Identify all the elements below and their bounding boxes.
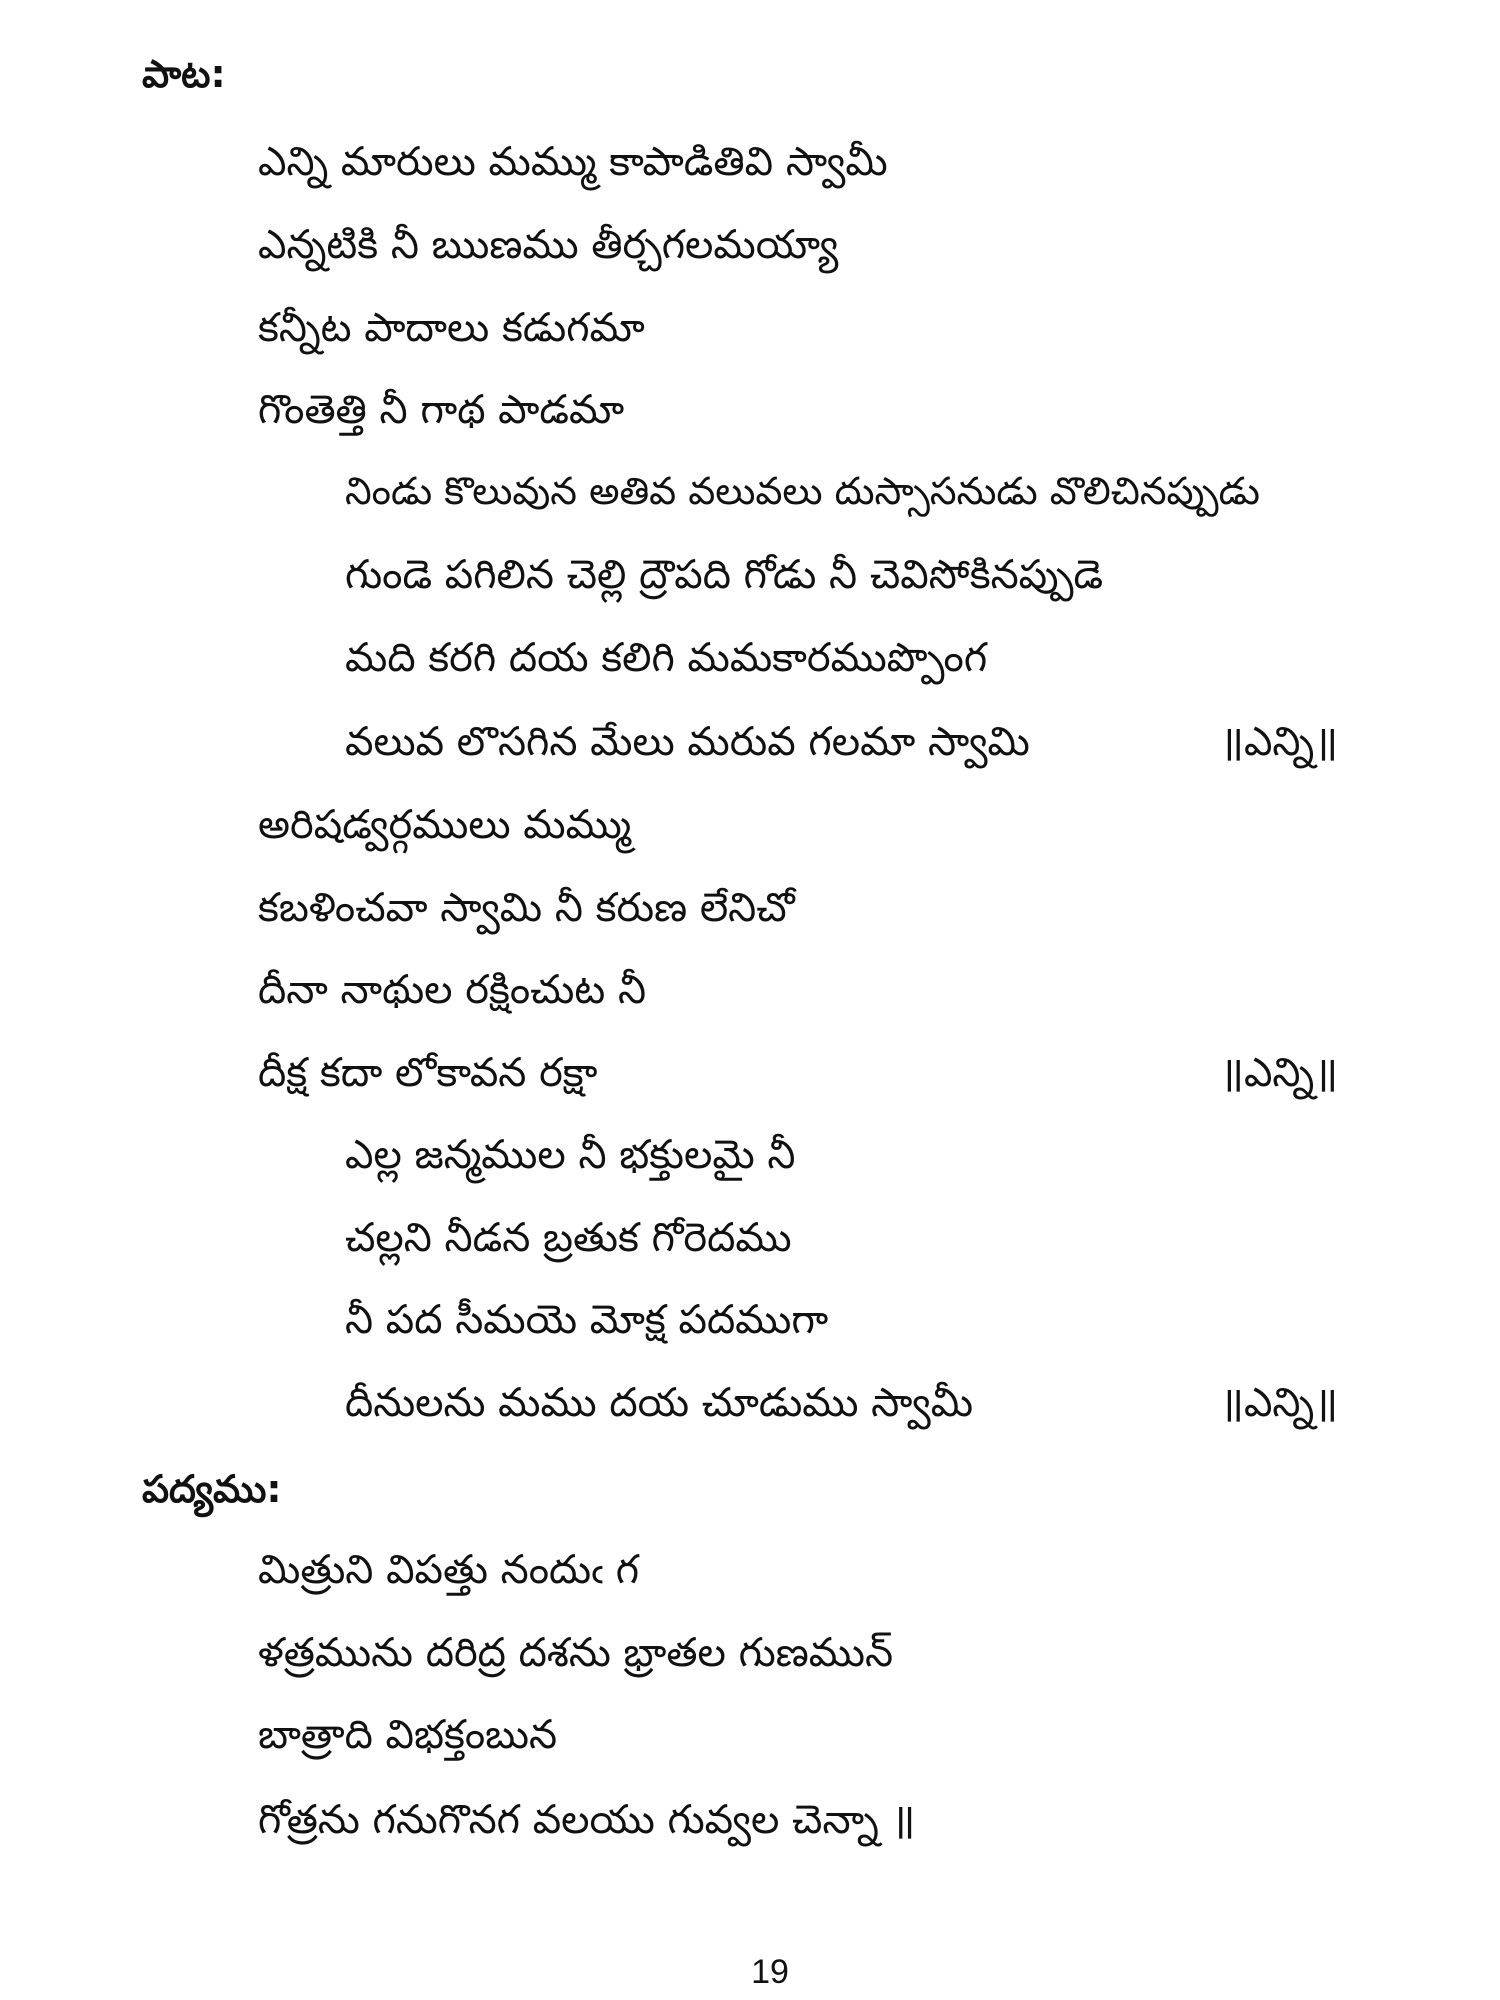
stanza1-line-3: మది కరగి దయ కలిగి మమకారముప్పొంగ: [345, 635, 988, 681]
page-number: 19: [751, 1953, 789, 1991]
stanza2-line-2: కబళించవా స్వామి నీ కరుణ లేనిచో: [258, 885, 795, 931]
stanza1-line-2: గుండె పగిలిన చెల్లి ద్రౌపది గోడు నీ చెవిసోకినప్పుడె: [345, 552, 1104, 598]
stanza3-line-3: నీ పద సీమయె మోక్ష పదముగా: [345, 1297, 829, 1343]
refrain-marker-3: ॥ఎన్ని॥: [1220, 1380, 1339, 1426]
poem-line-2: ళత్రమును దరిద్ర దశను భ్రాతల గుణమున్: [258, 1630, 894, 1676]
poem-line-4: గోత్రను గనుగొనగ వలయు గువ్వల చెన్నా ॥: [258, 1797, 916, 1843]
stanza3-line-2: చల్లని నీడన బ్రతుక గోరెదము: [345, 1215, 792, 1261]
stanza2-line-1: అరిషడ్వర్గములు మమ్ము: [258, 802, 632, 848]
stanza2-line-4: దీక్ష కదా లోకావన రక్షా: [258, 1050, 598, 1096]
stanza3-line-4: దీనులను మము దయ చూడుము స్వామీ: [345, 1380, 974, 1426]
poem-heading: పద్యము:: [142, 1467, 282, 1511]
stanza2-line-3: దీనా నాథుల రక్షించుట నీ: [258, 967, 647, 1013]
chorus-line-3: కన్నీట పాదాలు కడుగమా: [258, 305, 645, 351]
stanza1-line-1: నిండు కొలువున అతివ వలువలు దుస్సాసనుడు వొలిచినప్పుడు: [345, 469, 1260, 513]
stanza3-line-1: ఎల్ల జన్మముల నీ భక్తులమై నీ: [345, 1132, 796, 1178]
song-heading: పాట:: [142, 52, 226, 96]
poem-line-3: బాత్రాది విభక్తంబున: [258, 1712, 558, 1758]
chorus-line-1: ఎన్ని మారులు మమ్ము కాపాడితివి స్వామీ: [258, 139, 888, 185]
refrain-marker-2: ॥ఎన్ని॥: [1220, 1050, 1339, 1096]
chorus-line-4: గొంతెత్తి నీ గాథ పాడమా: [258, 387, 625, 433]
stanza1-line-4: వలువ లొసగిన మేలు మరువ గలమా స్వామి: [345, 719, 1030, 765]
poem-line-1: మిత్రుని విపత్తు నందుఁ గ: [258, 1547, 640, 1593]
refrain-marker-1: ॥ఎన్ని॥: [1220, 719, 1339, 765]
chorus-line-2: ఎన్నటికి నీ ఋణము తీర్చగలమయ్యా: [258, 222, 839, 268]
